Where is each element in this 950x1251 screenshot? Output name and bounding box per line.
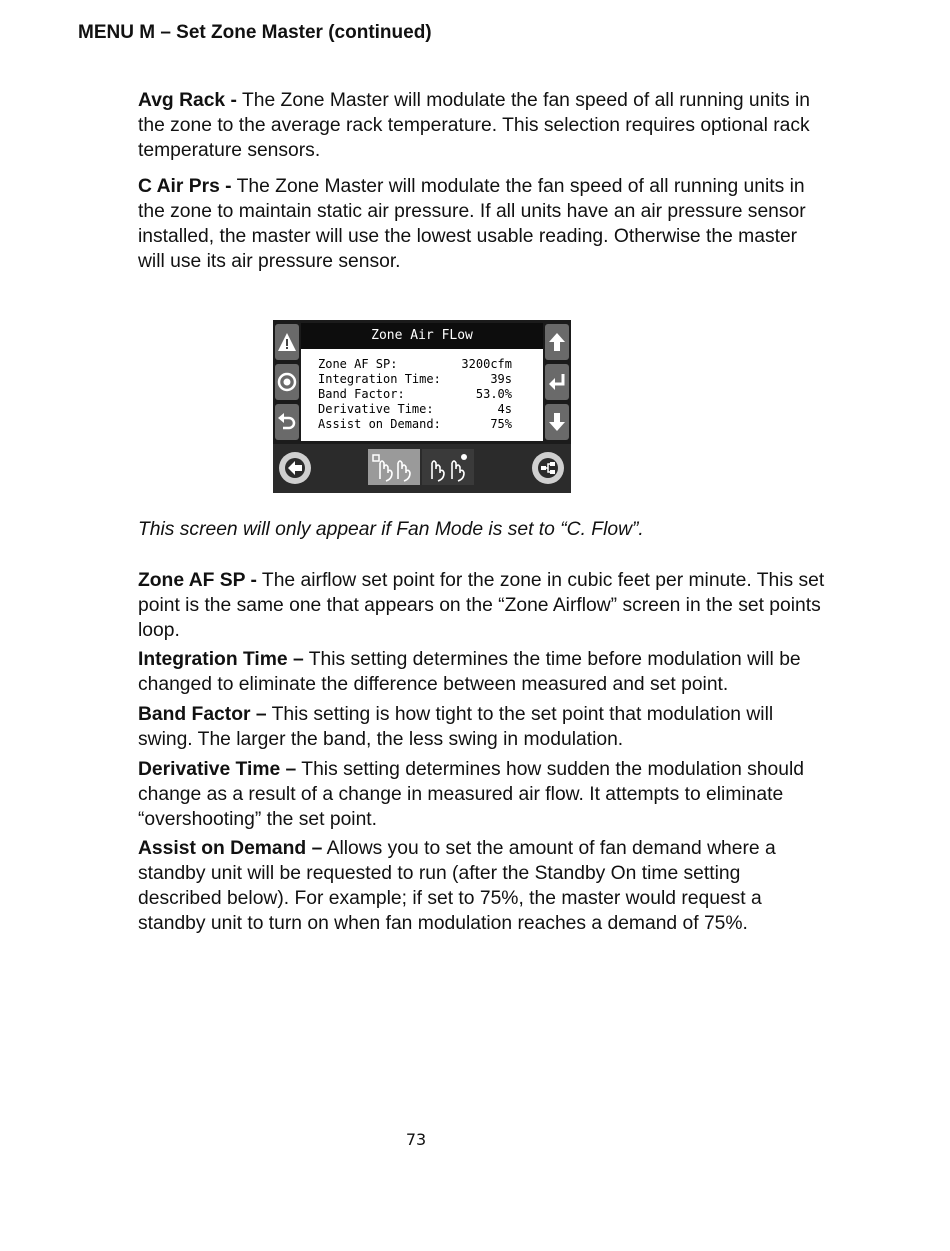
warning-button[interactable] (275, 324, 299, 360)
definition-term: Integration Time – (138, 649, 304, 670)
screen-row-integration-time[interactable] (318, 372, 512, 387)
row-label: Band Factor: (318, 387, 405, 401)
screen-row-derivative-time[interactable] (318, 402, 512, 417)
row-label: Integration Time: (318, 372, 441, 386)
definition-text: This setting is how tight to the set point that modulation will swing. The larger the band, the less swing in modulation. (138, 704, 774, 750)
right-button-column (543, 320, 571, 442)
c-air-prs-paragraph (138, 174, 828, 274)
enter-icon (547, 371, 567, 393)
definition-text: Allows you to set the amount of fan demand where a standby unit will be requested to run (after the Standby On time setting described below). For example; if set to 75%, the master would request a standby unit to turn on when fan modulation reaches a demand of 75%. (138, 838, 776, 934)
hand-lock-button[interactable] (368, 449, 420, 485)
back-arrow-icon (284, 457, 306, 479)
c-air-prs-text: The Zone Master will modulate the fan speed of all running units in the zone to maintain static air pressure. If all units have an air pressure sensor installed, the master will use the lowest usable reading. Otherwise the master will use its air pressure sensor. (138, 176, 806, 272)
network-icon (537, 457, 559, 479)
back-button[interactable] (279, 452, 311, 484)
avg-rack-term: Avg Rack - (138, 90, 237, 111)
hand-lock-icon (370, 451, 418, 483)
page-heading: MENU M – Set Zone Master (continued) (78, 22, 432, 43)
screen-row-zone-af-sp[interactable] (318, 357, 512, 372)
arrow-up-icon (547, 331, 567, 353)
target-button[interactable] (275, 364, 299, 400)
zone-af-sp-definition (138, 568, 828, 643)
row-label: Assist on Demand: (318, 417, 441, 431)
undo-button[interactable] (275, 404, 299, 440)
target-icon (277, 371, 297, 393)
enter-button[interactable] (545, 364, 569, 400)
definition-term: Zone AF SP - (138, 570, 257, 591)
assist-on-demand-definition (138, 836, 828, 936)
definition-term: Band Factor – (138, 704, 267, 725)
down-button[interactable] (545, 404, 569, 440)
screen-panel (301, 323, 543, 441)
row-label: Zone AF SP: (318, 357, 398, 371)
row-value: 3200cfm (461, 357, 512, 371)
row-label: Derivative Time: (318, 402, 434, 416)
row-value: 39s (490, 372, 512, 386)
screen-title: Zone Air FLow (301, 323, 543, 349)
hand-touch-icon (424, 451, 472, 483)
row-value: 75% (490, 417, 512, 431)
c-air-prs-term: C Air Prs - (138, 176, 232, 197)
integration-time-definition (138, 647, 828, 697)
screen-row-band-factor[interactable] (318, 387, 512, 402)
avg-rack-paragraph (138, 88, 828, 163)
bottom-button-bar (273, 444, 571, 493)
undo-icon (277, 411, 297, 433)
arrow-down-icon (547, 411, 567, 433)
row-value: 4s (497, 402, 512, 416)
derivative-time-definition (138, 757, 828, 832)
definition-text: The airflow set point for the zone in cubic feet per minute. This set point is the same one that appears on the “Zone Airflow” screen in the set points loop. (138, 570, 825, 641)
definition-term: Derivative Time – (138, 759, 297, 780)
definition-text: This setting determines how sudden the modulation should change as a result of a change in measured air flow. It attempts to eliminate “overshooting” the set point. (138, 759, 804, 830)
band-factor-definition (138, 702, 828, 752)
screen-row-assist-on-demand[interactable] (318, 417, 512, 432)
definition-text: This setting determines the time before modulation will be changed to eliminate the difference between measured and set point. (138, 649, 801, 695)
page-number: 73 (405, 1130, 427, 1149)
screen-caption: This screen will only appear if Fan Mode is set to “C. Flow”. (138, 519, 644, 540)
avg-rack-text: The Zone Master will modulate the fan speed of all running units in the zone to the average rack temperature. This selection requires optional rack temperature sensors. (138, 90, 811, 161)
row-value: 53.0% (475, 387, 512, 401)
definition-term: Assist on Demand – (138, 838, 323, 859)
warning-icon (277, 331, 297, 353)
up-button[interactable] (545, 324, 569, 360)
hand-touch-button[interactable] (422, 449, 474, 485)
zone-air-flow-screen (273, 320, 571, 493)
left-button-column (273, 320, 301, 442)
network-button[interactable] (532, 452, 564, 484)
